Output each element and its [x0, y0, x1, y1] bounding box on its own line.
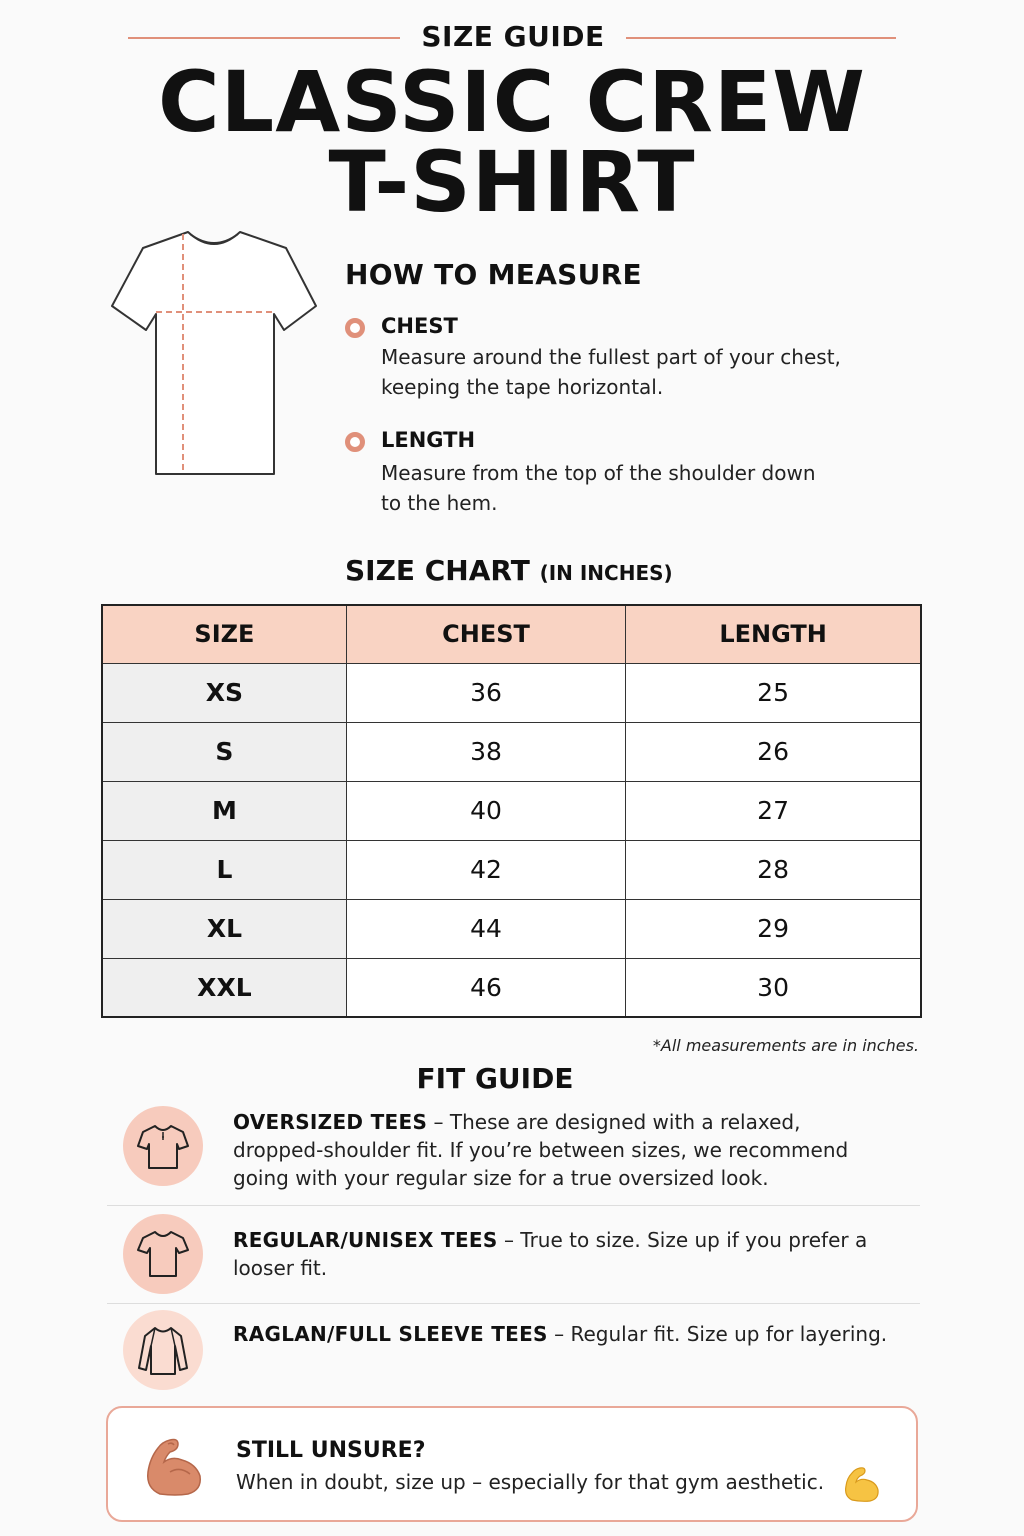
length-cell: 25	[626, 663, 921, 722]
fit-guide-text	[233, 1226, 893, 1282]
fit-guide-description: – These are designed with a relaxed, dropped-shoulder fit. If you’re between sizes, we recommend going with your regular size for a true oversized look.	[233, 1110, 849, 1190]
flexed-biceps-icon	[140, 1432, 208, 1504]
column-header-length: LENGTH	[626, 605, 921, 663]
size-chart-title: SIZE CHART	[345, 554, 530, 587]
size-cell: XXL	[102, 958, 346, 1017]
length-cell: 26	[626, 722, 921, 781]
table-row	[102, 722, 921, 781]
fit-guide-description: – True to size. Size up if you prefer a looser fit.	[233, 1228, 868, 1280]
tshirt-measure-illustration	[108, 226, 320, 482]
bullet-icon	[345, 318, 365, 338]
length-cell: 27	[626, 781, 921, 840]
callout-title: STILL UNSURE?	[236, 1438, 426, 1463]
fit-guide-item-regular	[107, 1206, 920, 1304]
fit-guide-title: RAGLAN/FULL SLEEVE TEES	[233, 1322, 548, 1346]
measure-description	[381, 458, 901, 518]
chest-cell: 42	[346, 840, 625, 899]
size-cell: S	[102, 722, 346, 781]
fit-guide-description: – Regular fit. Size up for layering.	[547, 1322, 888, 1346]
measure-description-line: Measure from the top of the shoulder down	[381, 461, 816, 485]
size-cell: L	[102, 840, 346, 899]
measure-description-line: to the hem.	[381, 491, 498, 515]
size-chart-unit: (IN INCHES)	[539, 561, 673, 585]
measure-title: LENGTH	[381, 428, 476, 452]
page-title	[0, 53, 1024, 231]
size-cell: XL	[102, 899, 346, 958]
length-cell: 28	[626, 840, 921, 899]
length-cell: 29	[626, 899, 921, 958]
size-cell: M	[102, 781, 346, 840]
fit-guide-text	[233, 1108, 893, 1192]
fit-guide-title: OVERSIZED TEES	[233, 1110, 428, 1134]
table-row	[102, 899, 921, 958]
fit-guide-title: REGULAR/UNISEX TEES	[233, 1228, 498, 1252]
chest-cell: 38	[346, 722, 625, 781]
size-guide-eyebrow	[0, 18, 1024, 58]
fit-guide-item-oversized	[107, 1102, 920, 1206]
still-unsure-callout	[106, 1406, 918, 1522]
size-chart-table	[101, 604, 922, 1018]
oversized-tee-icon	[123, 1106, 203, 1186]
bullet-icon	[345, 432, 365, 452]
fit-guide-heading: FIT GUIDE	[416, 1062, 574, 1095]
fit-guide-item-raglan	[107, 1304, 920, 1400]
fit-guide-text	[233, 1320, 893, 1348]
eyebrow-divider-left	[128, 37, 400, 39]
page-title-line-1: CLASSIC CREW	[158, 53, 866, 151]
chest-cell: 46	[346, 958, 625, 1017]
measure-description-line: keeping the tape horizontal.	[381, 375, 664, 399]
flexed-biceps-emoji-icon	[842, 1464, 882, 1504]
table-row	[102, 840, 921, 899]
eyebrow-label: SIZE GUIDE	[421, 20, 605, 53]
measure-description-line: Measure around the fullest part of your chest,	[381, 345, 841, 369]
regular-tee-icon	[123, 1214, 203, 1294]
size-chart-heading	[345, 554, 673, 587]
chest-cell: 44	[346, 899, 625, 958]
raglan-tee-icon	[123, 1310, 203, 1390]
table-header-row	[102, 605, 921, 663]
table-row	[102, 663, 921, 722]
column-header-chest: CHEST	[346, 605, 625, 663]
chest-cell: 40	[346, 781, 625, 840]
measure-title: CHEST	[381, 314, 458, 338]
size-cell: XS	[102, 663, 346, 722]
eyebrow-divider-right	[626, 37, 896, 39]
table-row	[102, 958, 921, 1017]
page-title-line-2: T-SHIRT	[328, 133, 696, 231]
measurement-footnote: *All measurements are in inches.	[652, 1036, 919, 1055]
column-header-size: SIZE	[102, 605, 346, 663]
table-row	[102, 781, 921, 840]
length-cell: 30	[626, 958, 921, 1017]
measure-description	[381, 342, 901, 402]
callout-text: When in doubt, size up – especially for that gym aesthetic.	[236, 1470, 825, 1494]
how-to-measure-heading: HOW TO MEASURE	[345, 258, 642, 291]
chest-cell: 36	[346, 663, 625, 722]
